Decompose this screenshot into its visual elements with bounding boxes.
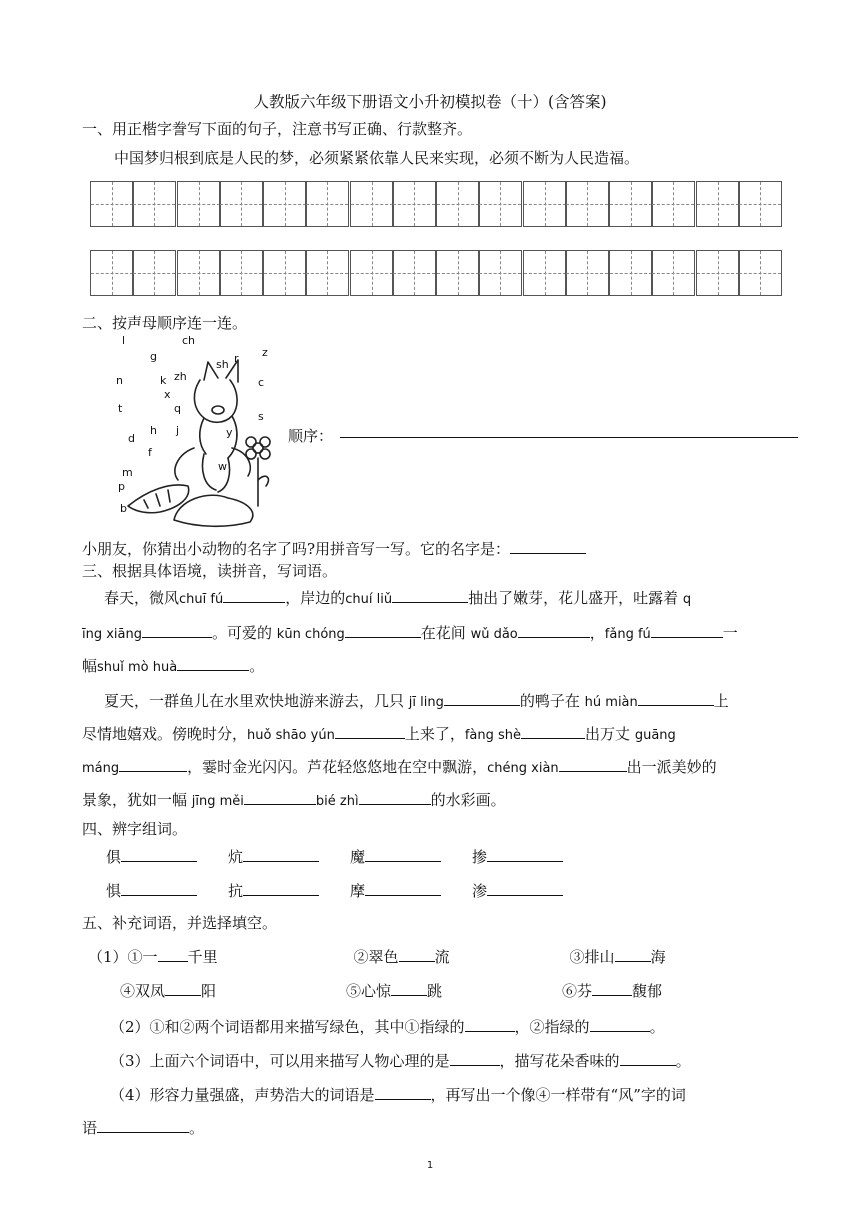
char: 掺	[472, 848, 488, 866]
blank[interactable]	[165, 981, 201, 996]
pinyin: fǎng fú	[604, 627, 651, 642]
blank[interactable]	[615, 947, 651, 962]
page-title: 人教版六年级下册语文小升初模拟卷（十）(含答案)	[253, 93, 607, 111]
text: 。	[649, 1018, 665, 1036]
s5-q3	[110, 1050, 691, 1071]
blank[interactable]	[391, 981, 427, 996]
s3-p2-line4	[82, 789, 506, 810]
text: 的水彩画。	[430, 791, 506, 809]
blank[interactable]	[559, 757, 627, 772]
initial-letter: k	[160, 374, 167, 387]
grid-cell[interactable]	[305, 250, 349, 296]
section4-heading: 四、辨字组词。	[82, 820, 188, 838]
initial-letter: s	[258, 410, 264, 423]
animal-name-question-text: 小朋友，你猜出小动物的名字了吗?用拼音写一写。它的名字是：	[82, 540, 511, 558]
section1-sentence: 中国梦归根到底是人民的梦，必须紧紧依靠人民来实现，必须不断为人民造福。	[114, 149, 640, 167]
page-number: 1	[426, 1160, 434, 1171]
text: 。	[189, 1119, 205, 1137]
pinyin: máng	[82, 761, 120, 776]
grid-box[interactable]	[177, 250, 264, 296]
idiom-part: ④双凤	[120, 982, 166, 1000]
blank[interactable]	[590, 1017, 650, 1032]
blank[interactable]	[375, 1085, 431, 1100]
grid-box[interactable]	[436, 181, 523, 227]
grid-box[interactable]	[350, 250, 437, 296]
grid-cell[interactable]	[436, 181, 480, 227]
char: 俱	[106, 848, 122, 866]
initial-letter: q	[174, 402, 181, 415]
grid-box[interactable]	[263, 250, 350, 296]
text: ，再写出一个像④一样带有“风”字的词	[430, 1086, 686, 1104]
s3-p1-line3	[82, 655, 264, 676]
idiom-part: 海	[650, 948, 666, 966]
blank[interactable]	[223, 588, 285, 603]
s5-q2	[110, 1016, 665, 1037]
pinyin: jīng měi	[191, 794, 244, 809]
grid-box[interactable]	[350, 181, 437, 227]
text: （4）形容力量强盛，声势浩大的词语是	[110, 1086, 375, 1104]
initial-letter: p	[118, 480, 125, 493]
blank[interactable]	[450, 1051, 500, 1066]
blank[interactable]	[121, 881, 197, 896]
pinyin: huǒ shāo yún	[247, 728, 335, 743]
blank[interactable]	[518, 623, 590, 638]
idiom-part: ⑤心惊	[346, 982, 392, 1000]
pinyin: hú miàn	[584, 695, 638, 710]
idiom-part: ③排山	[569, 948, 615, 966]
blank[interactable]	[97, 1118, 189, 1133]
grid-cell[interactable]	[651, 181, 695, 227]
order-label: 顺序：	[288, 427, 334, 445]
section1-heading: 一、用正楷字誊写下面的句子，注意书写正确、行款整齐。	[82, 120, 473, 138]
initial-letter: l	[122, 334, 126, 347]
pinyin: īng xiāng	[82, 627, 142, 642]
s3-p1-line1	[104, 587, 691, 608]
animal-name-blank[interactable]	[510, 539, 586, 554]
idiom-part: 跳	[427, 982, 443, 1000]
grid-cell[interactable]	[738, 250, 782, 296]
blank[interactable]	[620, 1051, 676, 1066]
grid-box[interactable]	[436, 250, 523, 296]
text: （2）①和②两个词语都用来描写绿色，其中①指绿的	[110, 1018, 465, 1036]
text: ，霎时金光闪闪。芦花轻悠悠地在空中飘游，	[187, 758, 488, 776]
text: 在花间	[420, 624, 466, 642]
initial-letter: n	[116, 374, 123, 387]
text: ，	[589, 624, 605, 642]
grid-cell[interactable]	[263, 250, 307, 296]
char: 惧	[106, 882, 122, 900]
grid-cell[interactable]	[219, 250, 263, 296]
grid-cell[interactable]	[523, 250, 567, 296]
grid-cell[interactable]	[609, 181, 653, 227]
blank[interactable]	[521, 724, 585, 739]
grid-box[interactable]	[177, 181, 264, 227]
text: 语	[82, 1119, 98, 1137]
grid-box[interactable]	[609, 250, 696, 296]
pinyin: guāng	[634, 728, 676, 743]
char: 魔	[350, 848, 366, 866]
blank[interactable]	[359, 790, 431, 805]
writing-grid-row-2[interactable]	[90, 250, 782, 296]
grid-cell[interactable]	[436, 250, 480, 296]
initial-letter: h	[150, 424, 157, 437]
initial-letter: c	[258, 376, 265, 389]
text: 春天，微风	[104, 589, 180, 607]
grid-box[interactable]	[696, 250, 783, 296]
grid-box[interactable]	[523, 181, 610, 227]
idiom-part: 阳	[201, 982, 217, 1000]
s4-row1	[106, 846, 594, 867]
text: 上	[713, 692, 729, 710]
text: 一	[722, 624, 738, 642]
idiom-part: 馥郁	[632, 982, 663, 1000]
text: 抽出了嫩芽，花儿盛开，吐露着	[468, 589, 679, 607]
text: 的鸭子在	[519, 692, 580, 710]
initial-letter: y	[226, 426, 233, 439]
grid-cell[interactable]	[90, 250, 134, 296]
blank[interactable]	[444, 691, 520, 706]
grid-cell[interactable]	[523, 181, 567, 227]
pinyin: bié zhì	[315, 794, 359, 809]
grid-cell[interactable]	[132, 181, 176, 227]
grid-cell[interactable]	[177, 181, 221, 227]
grid-cell[interactable]	[651, 250, 695, 296]
s3-p2-line1	[104, 690, 729, 711]
text: 出万丈	[585, 725, 631, 743]
blank[interactable]	[592, 981, 632, 996]
grid-box[interactable]	[609, 181, 696, 227]
initial-letter: x	[164, 388, 171, 401]
order-answer-line[interactable]	[340, 437, 798, 438]
grid-cell[interactable]	[90, 181, 134, 227]
char: 抗	[228, 882, 244, 900]
text: ，②指绿的	[514, 1018, 590, 1036]
idiom-part: 流	[434, 948, 450, 966]
grid-cell[interactable]	[696, 181, 740, 227]
initial-letter: ch	[182, 334, 196, 347]
grid-cell[interactable]	[132, 250, 176, 296]
grid-cell[interactable]	[177, 250, 221, 296]
blank[interactable]	[392, 588, 468, 603]
grid-cell[interactable]	[219, 181, 263, 227]
grid-cell[interactable]	[305, 181, 349, 227]
initial-letter: sh	[216, 358, 229, 371]
blank[interactable]	[119, 757, 187, 772]
animal-name-question	[82, 538, 586, 559]
writing-grid-row-1[interactable]	[90, 181, 782, 227]
animal-letter-illustration	[108, 330, 284, 530]
text: ，岸边的	[285, 589, 346, 607]
text: 。	[249, 657, 265, 675]
initial-letter: g	[150, 350, 157, 363]
grid-box[interactable]	[523, 250, 610, 296]
text: 尽情地嬉戏。傍晚时分，	[82, 725, 248, 743]
grid-cell[interactable]	[478, 250, 522, 296]
blank[interactable]	[335, 724, 405, 739]
grid-cell[interactable]	[392, 181, 436, 227]
initial-letter: f	[148, 446, 152, 459]
grid-cell[interactable]	[696, 250, 740, 296]
s4-row2	[106, 880, 594, 901]
s5-q1-row2	[120, 980, 662, 1001]
text: ，描写花朵香味的	[499, 1052, 620, 1070]
grid-cell[interactable]	[263, 181, 307, 227]
grid-box[interactable]	[90, 181, 177, 227]
blank[interactable]	[177, 656, 249, 671]
grid-cell[interactable]	[392, 250, 436, 296]
blank[interactable]	[158, 947, 188, 962]
idiom-part: 千里	[187, 948, 218, 966]
initial-letter: zh	[174, 370, 187, 383]
grid-cell[interactable]	[350, 181, 394, 227]
initial-letter: r	[234, 352, 239, 365]
grid-box[interactable]	[696, 181, 783, 227]
blank[interactable]	[142, 623, 212, 638]
grid-cell[interactable]	[478, 181, 522, 227]
initial-letter: d	[128, 432, 135, 445]
blank[interactable]	[399, 947, 435, 962]
initial-letter: z	[262, 346, 268, 359]
blank[interactable]	[365, 881, 441, 896]
blank[interactable]	[243, 847, 319, 862]
pinyin: chéng xiàn	[487, 761, 559, 776]
initial-letter: m	[122, 466, 133, 479]
blank[interactable]	[121, 847, 197, 862]
idiom-part: ①一	[127, 948, 158, 966]
section5-heading: 五、补充词语，并选择填空。	[82, 914, 278, 932]
text: 出一派美妙的	[626, 758, 717, 776]
blank[interactable]	[365, 847, 441, 862]
blank[interactable]	[465, 1017, 515, 1032]
text: 。	[675, 1052, 691, 1070]
text: （3）上面六个词语中，可以用来描写人物心理的是	[110, 1052, 450, 1070]
blank[interactable]	[345, 623, 421, 638]
blank[interactable]	[487, 847, 563, 862]
s3-p2-line2	[82, 723, 676, 744]
text: 上来了，	[404, 725, 465, 743]
pinyin: shuǐ mò huà	[97, 660, 178, 675]
text: 。可爱的	[212, 624, 273, 642]
grid-cell[interactable]	[609, 250, 653, 296]
pinyin: kūn chóng	[276, 627, 345, 642]
blank[interactable]	[487, 881, 563, 896]
char: 渗	[472, 882, 488, 900]
s5-q4-cont	[82, 1117, 204, 1138]
initial-letter: b	[120, 502, 127, 515]
char: 炕	[228, 848, 244, 866]
pinyin: fàng shè	[464, 728, 522, 743]
blank[interactable]	[244, 790, 316, 805]
text: 幅	[82, 657, 98, 675]
s3-p2-line3	[82, 756, 717, 777]
grid-cell[interactable]	[565, 181, 609, 227]
char: 摩	[350, 882, 366, 900]
s5-q1-row1	[88, 946, 666, 967]
blank[interactable]	[638, 691, 714, 706]
idiom-part: ②翠色	[353, 948, 399, 966]
grid-cell[interactable]	[565, 250, 609, 296]
section2-heading: 二、按声母顺序连一连。	[82, 314, 248, 332]
text: 景象，犹如一幅	[82, 791, 188, 809]
grid-cell[interactable]	[350, 250, 394, 296]
pinyin: chuī fú	[179, 592, 224, 607]
initial-letter: j	[176, 424, 180, 437]
pinyin: chuí liǔ	[345, 592, 393, 607]
pinyin: q	[682, 592, 692, 607]
s5-q4	[110, 1084, 686, 1105]
section3-heading: 三、根据具体语境，读拼音，写词语。	[82, 562, 338, 580]
pinyin: jī ling	[408, 695, 444, 710]
s3-p1-line2	[82, 622, 738, 643]
grid-cell[interactable]	[738, 181, 782, 227]
text: 夏天，一群鱼儿在水里欢快地游来游去，几只	[104, 692, 405, 710]
grid-box[interactable]	[90, 250, 177, 296]
grid-box[interactable]	[263, 181, 350, 227]
blank[interactable]	[243, 881, 319, 896]
blank[interactable]	[651, 623, 723, 638]
idiom-part: ⑥芬	[562, 982, 593, 1000]
initial-letter: t	[118, 402, 123, 415]
initial-letter: w	[218, 460, 227, 473]
pinyin: wǔ dǎo	[470, 627, 518, 642]
q1-prefix: （1）	[88, 948, 128, 966]
